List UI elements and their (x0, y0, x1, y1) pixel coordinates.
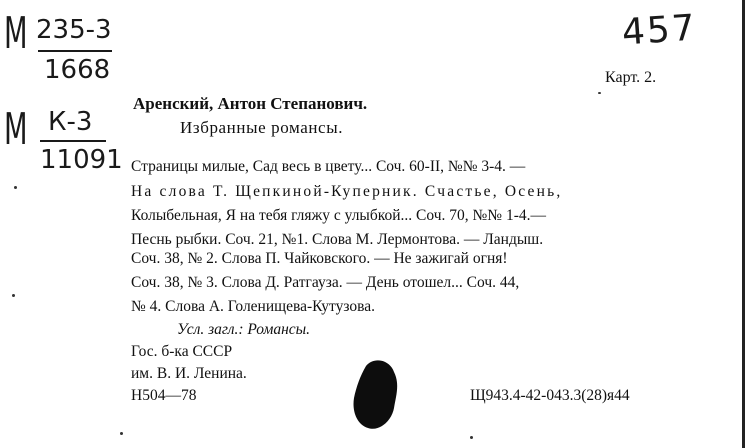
speck (470, 436, 473, 439)
shelfmark-letter-2: М (4, 104, 28, 155)
author-heading: Аренский, Антон Степанович. (133, 94, 368, 113)
card-edge-right (742, 0, 745, 448)
order-code: Н504—78 (131, 387, 197, 404)
body-line: На слова Т. Щепкиной-Куперник. Счастье, Осень, (131, 183, 563, 200)
shelfmark-letter-1: М (4, 8, 28, 59)
body-line: Соч. 38, № 3. Слова Д. Ратгауза. — День отошел... Соч. 44, (131, 274, 520, 291)
speck (14, 186, 17, 189)
shelfmark-bottom-1: 1668 (44, 55, 111, 85)
card-label: Карт. 2. (605, 69, 657, 86)
ink-blot (350, 358, 402, 432)
shelfmark-top-2: К-3 (48, 107, 93, 137)
shelfmark-bottom-2: 11091 (40, 145, 123, 175)
body-line: Песнь рыбки. Соч. 21, №1. Слова М. Лермонтова. — Ландыш. (131, 231, 544, 248)
class-code: Щ943.4-42-043.3(28)я44 (470, 387, 630, 404)
body-line: Колыбельная, Я на тебя гляжу с улыбкой... Соч. 70, №№ 1-4.— (131, 207, 546, 224)
speck (120, 432, 123, 435)
speck (12, 294, 15, 297)
inventory-mark: 457 (620, 7, 699, 54)
title: Избранные романсы. (180, 118, 344, 137)
speck (598, 92, 601, 94)
body-line: Соч. 38, № 2. Слова П. Чайковского. — Не зажигай огня! (131, 250, 508, 267)
library-line: им. В. И. Ленина. (131, 365, 247, 382)
library-line: Гос. б-ка СССР (131, 343, 233, 360)
body-line: Страницы милые, Сад весь в цвету... Соч. 60-II, №№ 3-4. — (131, 158, 526, 175)
conventional-title: Усл. загл.: Романсы. (177, 321, 311, 338)
body-line: № 4. Слова А. Голенищева-Кутузова. (131, 298, 376, 315)
shelfmark-rule-1 (38, 50, 112, 52)
shelfmark-rule-2 (40, 140, 106, 142)
shelfmark-top-1: 235-3 (36, 15, 112, 45)
